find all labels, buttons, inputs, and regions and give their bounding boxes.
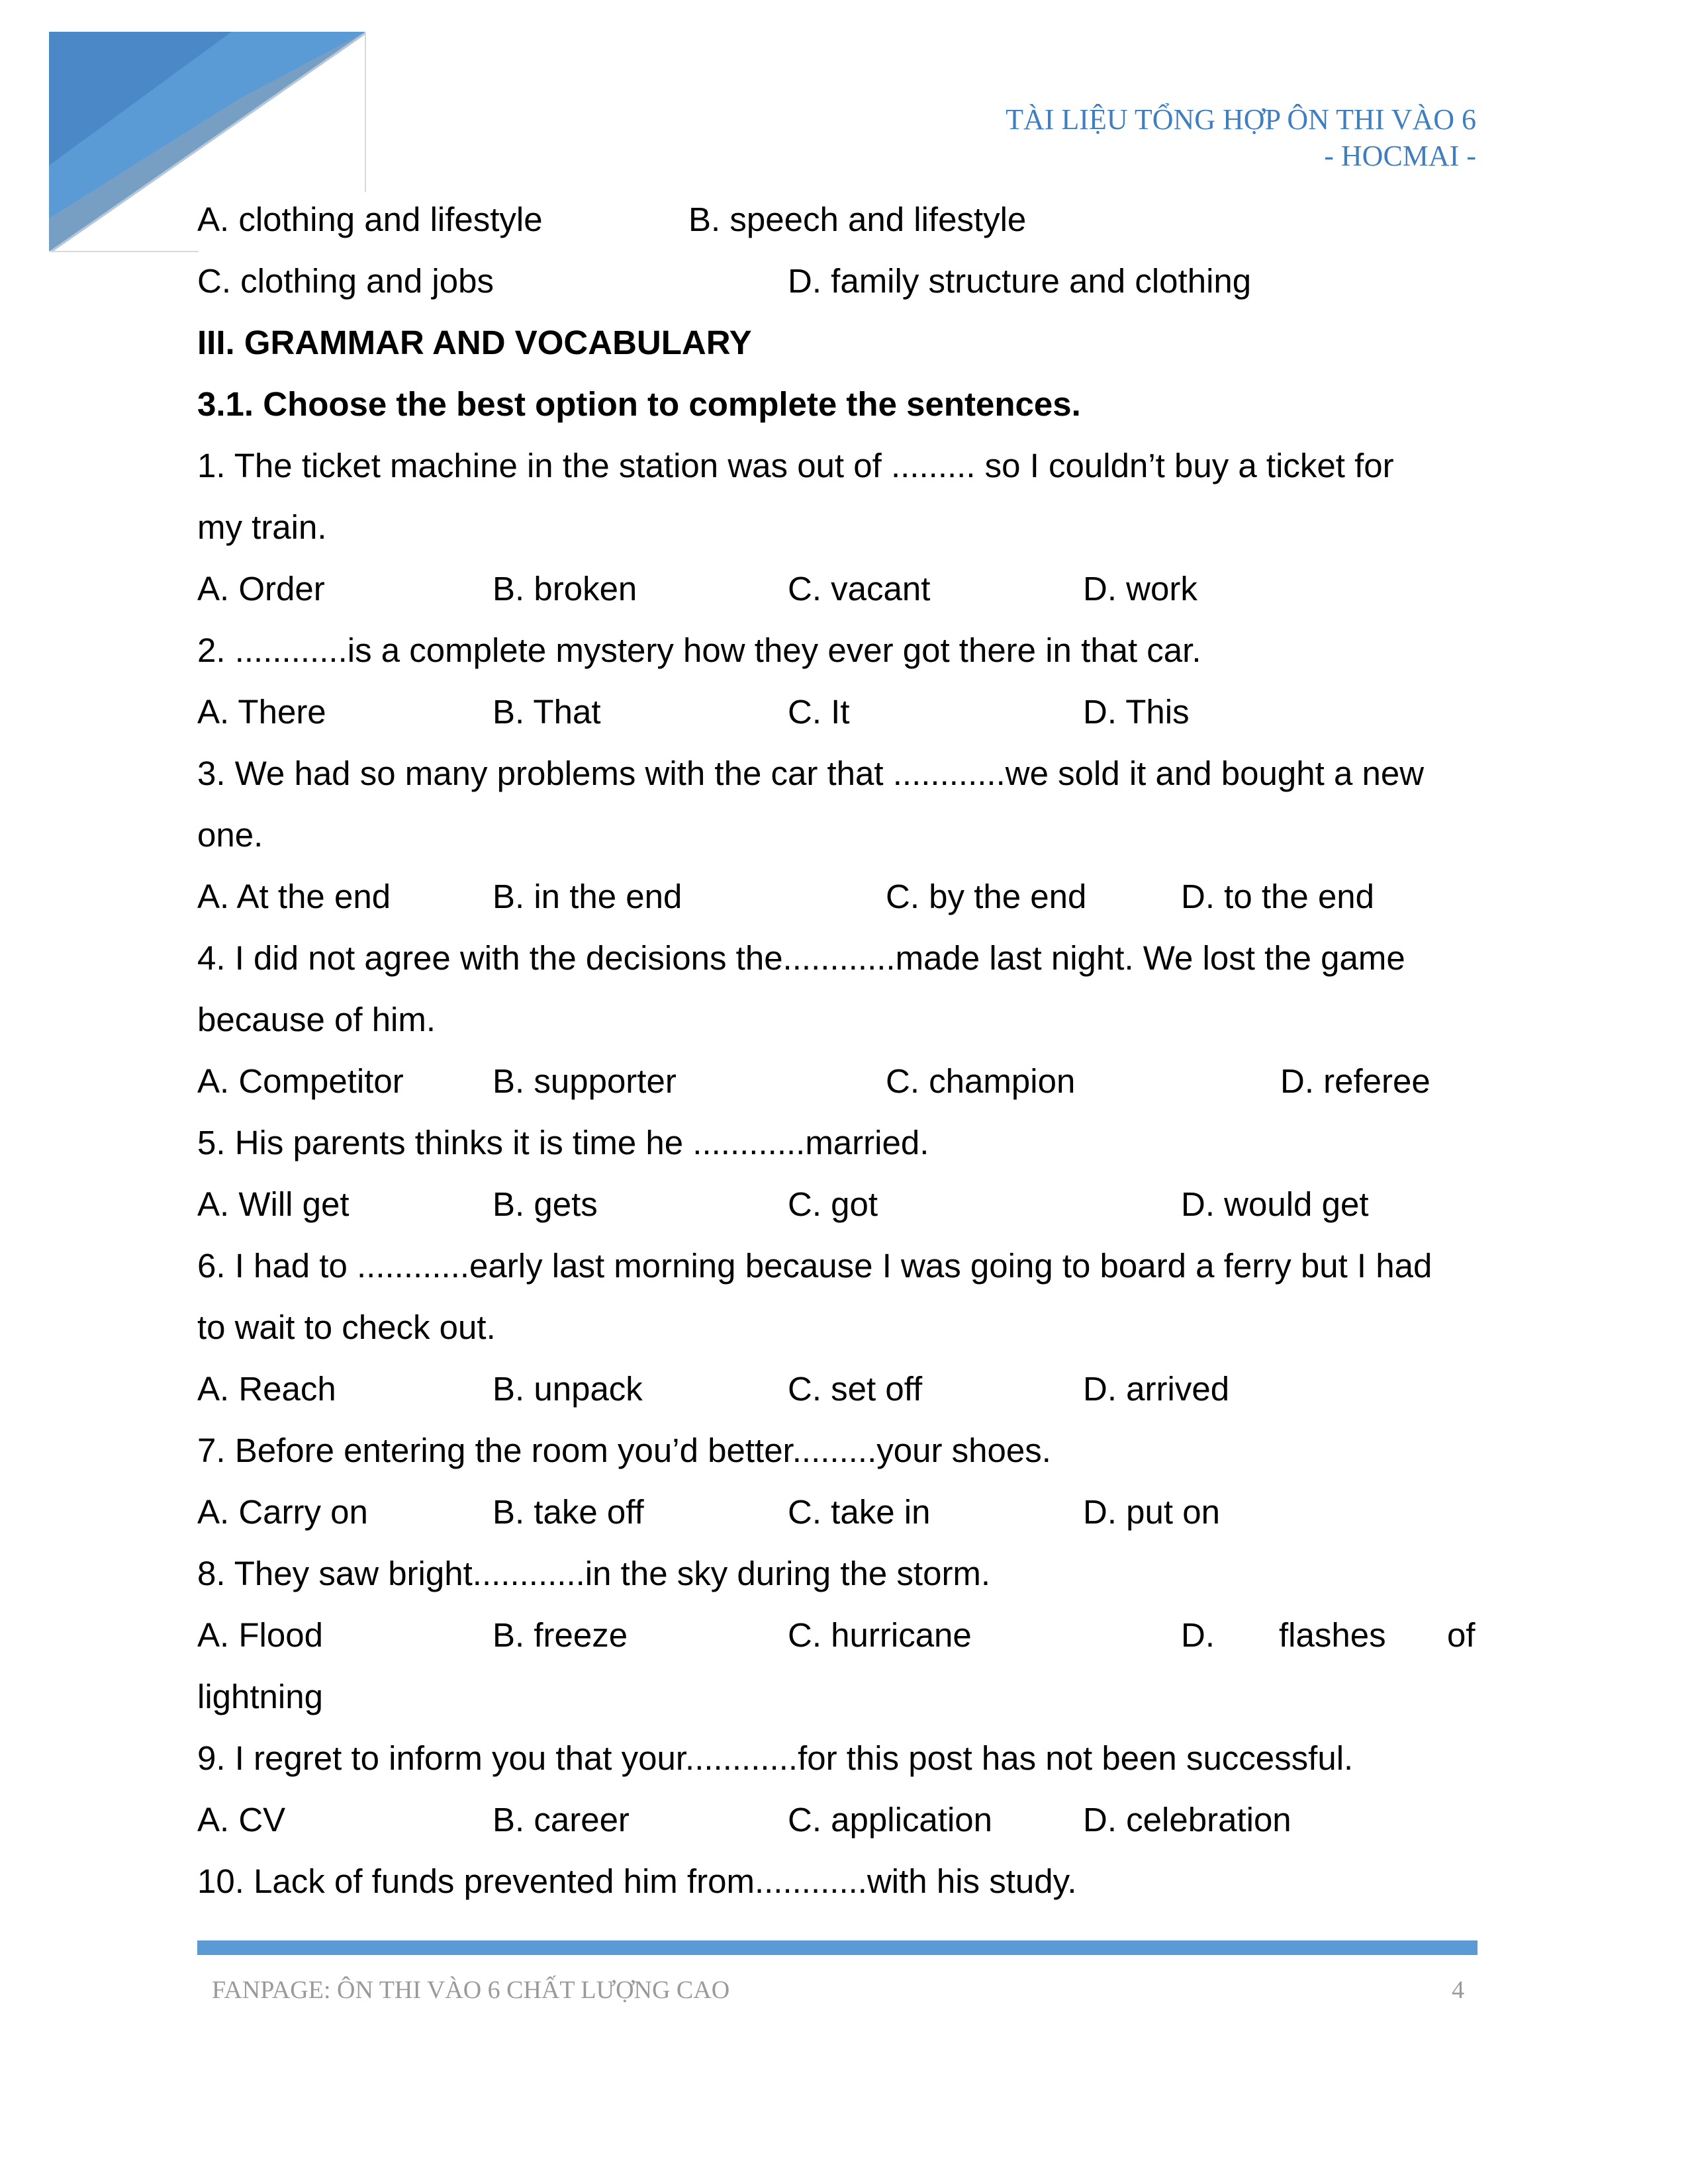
option-b: B. freeze [492,1616,628,1654]
option-b: B. That [492,693,601,731]
question-4-text-cont: because of him. [197,1001,436,1038]
question-9-text: 9. I regret to inform you that your............for this post has not been successful. [197,1739,1354,1777]
option-b: B. gets [492,1185,598,1223]
section-instruction: 3.1. Choose the best option to complete the sentences. [197,385,1081,423]
option-a: A. Will get [197,1185,350,1223]
question-3-text: 3. We had so many problems with the car that ............we sold it and bought a new [197,754,1425,792]
question-1-text-cont: my train. [197,508,327,546]
option-c: C. champion [886,1062,1076,1100]
option-c: C. vacant [788,570,931,608]
option-d-word1: flashes [1279,1616,1386,1654]
option-b: B. in the end [492,878,682,915]
option-b: B. take off [492,1493,644,1531]
option-c: C. application [788,1801,993,1839]
option-c: C. got [788,1185,878,1223]
option-d: D. would get [1181,1185,1369,1223]
question-6-text: 6. I had to ............early last morning because I was going to board a ferry but I had [197,1247,1432,1285]
option-d: D. put on [1083,1493,1220,1531]
option-d: D. referee [1280,1062,1430,1100]
option-d-letter: D. [1181,1616,1215,1654]
question-1-text: 1. The ticket machine in the station was out of ......... so I couldn’t buy a ticket for [197,447,1394,484]
page-number: 4 [1452,1976,1464,2004]
question-8-option-cont: lightning [197,1678,323,1715]
question-4-text: 4. I did not agree with the decisions the............made last night. We lost the game [197,939,1405,977]
option-a: A. Carry on [197,1493,368,1531]
option-a: A. Competitor [197,1062,404,1100]
option-c: C. take in [788,1493,931,1531]
option-b: B. speech and lifestyle [688,201,1027,238]
header-title: TÀI LIỆU TỔNG HỢP ÔN THI VÀO 6 [1006,103,1476,136]
option-d: D. to the end [1181,878,1375,915]
option-b: B. broken [492,570,637,608]
option-b: B. unpack [492,1370,643,1408]
question-3-text-cont: one. [197,816,263,854]
question-10-text: 10. Lack of funds prevented him from............with his study. [197,1862,1077,1900]
footer-fanpage: FANPAGE: ÔN THI VÀO 6 CHẤT LƯỢNG CAO [212,1976,730,2004]
option-d: D. work [1083,570,1197,608]
option-c: C. hurricane [788,1616,972,1654]
option-c: C. set off [788,1370,923,1408]
option-d-word2: of [1447,1616,1476,1654]
option-c: C. by the end [886,878,1087,915]
section-title: III. GRAMMAR AND VOCABULARY [197,324,752,361]
option-a: A. There [197,693,326,731]
question-8-text: 8. They saw bright............in the sky during the storm. [197,1555,991,1592]
option-d: D. family structure and clothing [788,262,1252,300]
option-c: C. clothing and jobs [197,262,494,300]
option-c: C. It [788,693,850,731]
question-6-text-cont: to wait to check out. [197,1308,496,1346]
header-subtitle: - HOCMAI - [1324,140,1476,172]
option-d: D. arrived [1083,1370,1230,1408]
option-a: A. Flood [197,1616,323,1654]
question-7-text: 7. Before entering the room you’d better.........your shoes. [197,1432,1051,1469]
option-d: D. This [1083,693,1190,731]
question-2-text: 2. ............is a complete mystery how they ever got there in that car. [197,631,1201,669]
option-a: A. Order [197,570,325,608]
option-b: B. career [492,1801,630,1839]
option-b: B. supporter [492,1062,677,1100]
option-a: A. At the end [197,878,391,915]
option-a: A. clothing and lifestyle [197,201,543,238]
question-5-text: 5. His parents thinks it is time he ............married. [197,1124,929,1161]
option-a: A. CV [197,1801,286,1839]
option-a: A. Reach [197,1370,336,1408]
option-d: D. celebration [1083,1801,1291,1839]
footer-divider [197,1940,1477,1955]
